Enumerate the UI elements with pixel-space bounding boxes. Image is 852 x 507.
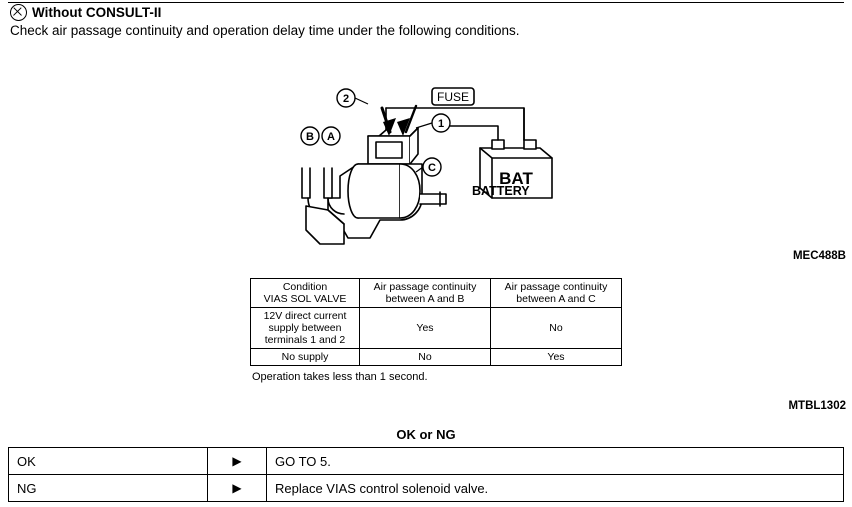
figure-code: MEC488B — [792, 250, 846, 262]
decision-action-ng: Replace VIAS control solenoid valve. — [267, 475, 844, 502]
row1-condition-line3: terminals 1 and 2 — [264, 334, 346, 347]
figure-svg — [240, 48, 660, 258]
table-code: MTBL1302 — [788, 400, 846, 412]
callout-b-label: B — [306, 131, 314, 143]
solenoid-valve-figure — [240, 48, 660, 258]
decision-action-ok: GO TO 5. — [267, 448, 844, 475]
callout-a-label: A — [327, 131, 335, 143]
table-row — [251, 308, 622, 349]
header-ab-line1: Air passage continuity — [373, 281, 477, 293]
row2-ab-value: No — [360, 349, 491, 366]
callout-2-label: 2 — [342, 93, 350, 105]
section-title: Without CONSULT-II — [32, 5, 162, 20]
table-row — [9, 448, 844, 475]
decision-result-ok: OK — [9, 448, 208, 475]
battery-box-label: BAT — [499, 169, 533, 188]
instruction-text: Check air passage continuity and operation delay time under the following conditions. — [10, 23, 520, 38]
no-consult-circle-slash-icon — [10, 4, 27, 21]
fuse-label: FUSE — [436, 90, 470, 104]
decision-result-ng: NG — [9, 475, 208, 502]
header-continuity-ab — [360, 279, 491, 308]
row1-ac-value: No — [491, 308, 622, 349]
ok-or-ng-title: OK or NG — [396, 427, 456, 442]
header-continuity-ac — [491, 279, 622, 308]
operation-note: Operation takes less than 1 second. — [252, 371, 428, 383]
header-ab-line2: between A and B — [385, 293, 465, 306]
arrow-right-icon: ▶ — [208, 448, 267, 475]
arrow-right-icon: ▶ — [208, 475, 267, 502]
battery-caption: BATTERY — [472, 184, 530, 198]
decision-table — [8, 447, 844, 502]
header-condition-line1: Condition — [282, 281, 328, 293]
table-row — [251, 349, 622, 366]
header-condition-line2: VIAS SOL VALVE — [263, 293, 347, 306]
header-ac-line2: between A and C — [516, 293, 596, 306]
section-header — [10, 4, 161, 21]
callout-1-label: 1 — [437, 118, 445, 130]
row2-condition: No supply — [251, 349, 360, 366]
row1-condition — [251, 308, 360, 349]
table-row — [9, 475, 844, 502]
continuity-spec-table — [250, 278, 622, 366]
row1-condition-line1: 12V direct current — [263, 310, 347, 323]
row2-ac-value: Yes — [491, 349, 622, 366]
header-condition — [251, 279, 360, 308]
row1-ab-value: Yes — [360, 308, 491, 349]
top-divider — [8, 2, 844, 3]
table-header-row — [251, 279, 622, 308]
callout-c-label: C — [428, 162, 436, 174]
row1-condition-line2: supply between — [268, 322, 342, 335]
header-ac-line1: Air passage continuity — [504, 281, 608, 293]
